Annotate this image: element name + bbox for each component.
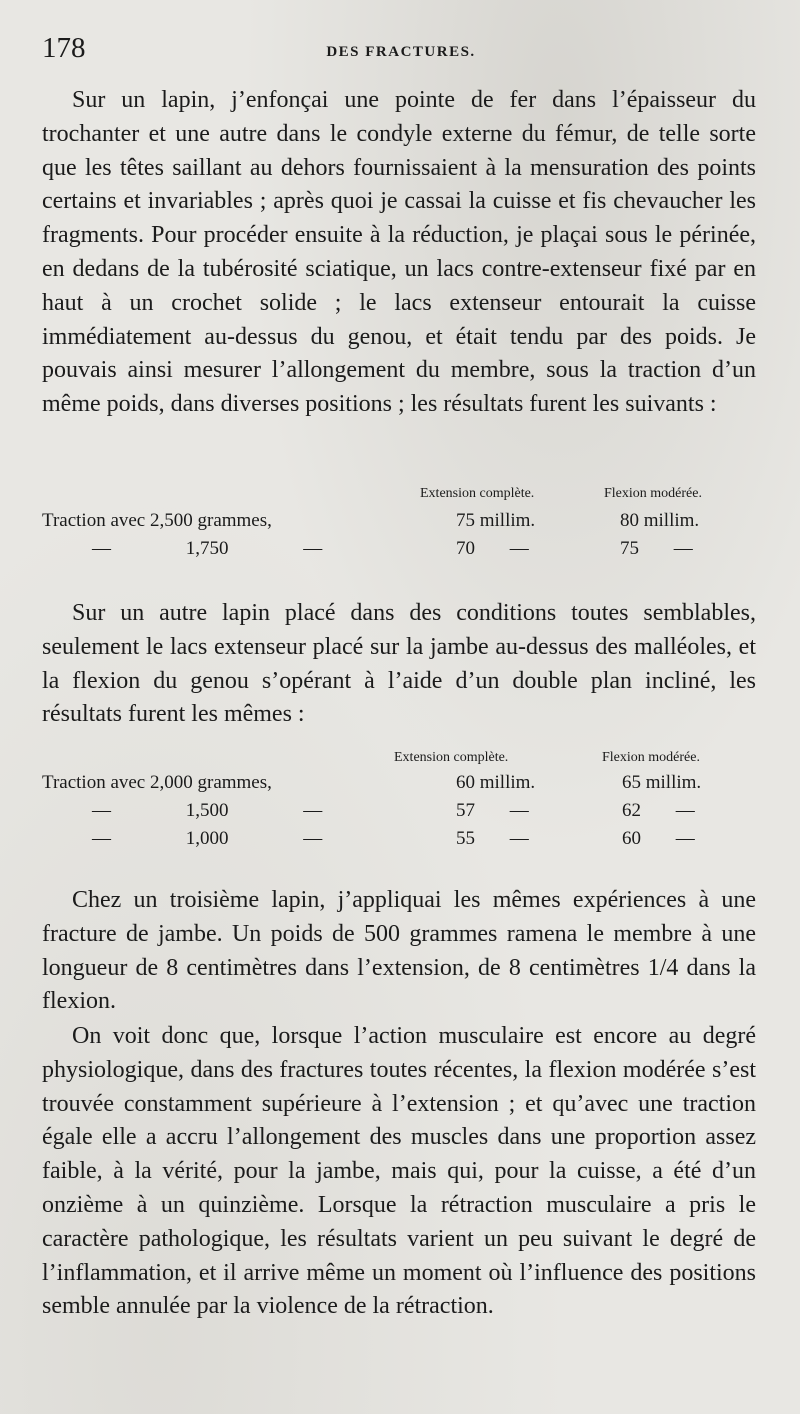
paragraph-2: Sur un autre lapin placé dans des conditions toutes semblables, seulement le lacs extenseur placé sur la jambe au-dessus des malléoles, et la flexion du genou s’opérant à l’aide d’un double plan incliné, les résultats furent les mêmes :: [42, 600, 756, 728]
table1-row1-label: Traction avec 2,500 grammes,: [42, 510, 272, 531]
table2-row1-label: Traction avec 2,000 grammes,: [42, 772, 272, 793]
paragraph-3: Chez un troisième lapin, j’appliquai les mêmes expériences à une fracture de jambe. Un poids de 500 grammes ramena le membre à une longueur de 8 centimètres dans l’extension, de 8 centimètres 1/4 dans la flexion.: [42, 887, 756, 1015]
page-number: 178: [42, 32, 86, 64]
paragraph-1: Sur un lapin, j’enfonçai une pointe de fer dans l’épaisseur du trochanter et une autre dans le condyle externe du fémur, de telle sorte que les têtes saillant au dehors fournissaient à la mensuration des points certains et invariables ; après quoi je cassai la cuisse et fis chevaucher les fragments. Pour procéder ensuite à la réduction, je plaçai sous le périnée, en dedans de la tubérosité sciatique, un lacs contre-extenseur fixé par en haut à un crochet solide ; le lacs extenseur entourait la cuisse immédiatement au-dessus du genou, et était tendu par des poids. Je pouvais ainsi mesurer l’allongement du membre, sous la traction d’un même poids, dans diverses positions ; les résultats furent les suivants :: [42, 87, 756, 418]
table2-row2-extension: 57 —: [456, 800, 529, 821]
table1-row1-flexion: 80 millim.: [620, 510, 700, 531]
table1-row2-flexion: 75 —: [620, 538, 693, 559]
table2-row1-flexion: 65 millim.: [622, 772, 702, 793]
table2-row3-label: — 1,000 —: [92, 828, 323, 849]
table2-row2-flexion: 62 —: [622, 800, 695, 821]
table1-row2-extension: 70 —: [456, 538, 529, 559]
paragraph-4: On voit donc que, lorsque l’action musculaire est encore au degré physiologique, dans des fractures toutes récentes, la flexion modérée s’est trouvée constamment supérieure à l’extension ; et qu’avec une traction égale elle a accru l’allongement des muscles dans une proportion assez faible, à la vérité, pour la jambe, mais qui, pour la cuisse, a été d’un onzième à un quinzième. Lorsque la rétraction musculaire a pris le caractère pathologique, les résultats varient un peu suivant le degré de l’inflammation, et il arrive même un moment où l’influence des positions semble annulée par la violence de la rétraction.: [42, 1023, 756, 1320]
table2-row2-label: — 1,500 —: [92, 800, 323, 821]
running-head: DES FRACTURES.: [326, 44, 476, 60]
table2-header-extension: Extension complète.: [394, 750, 509, 765]
table2-row1-extension: 60 millim.: [456, 772, 536, 793]
table2-row3-extension: 55 —: [456, 828, 529, 849]
table2-row3-flexion: 60 —: [622, 828, 695, 849]
table1-row2-label: — 1,750 —: [92, 538, 323, 559]
page-header: [42, 32, 760, 72]
table2-header-flexion: Flexion modérée.: [602, 750, 700, 765]
table1-header-flexion: Flexion modérée.: [604, 486, 702, 501]
table1-row1-extension: 75 millim.: [456, 510, 536, 531]
results-table-1: [42, 486, 758, 566]
table1-header-extension: Extension complète.: [420, 486, 535, 501]
results-table-2: [42, 750, 758, 860]
